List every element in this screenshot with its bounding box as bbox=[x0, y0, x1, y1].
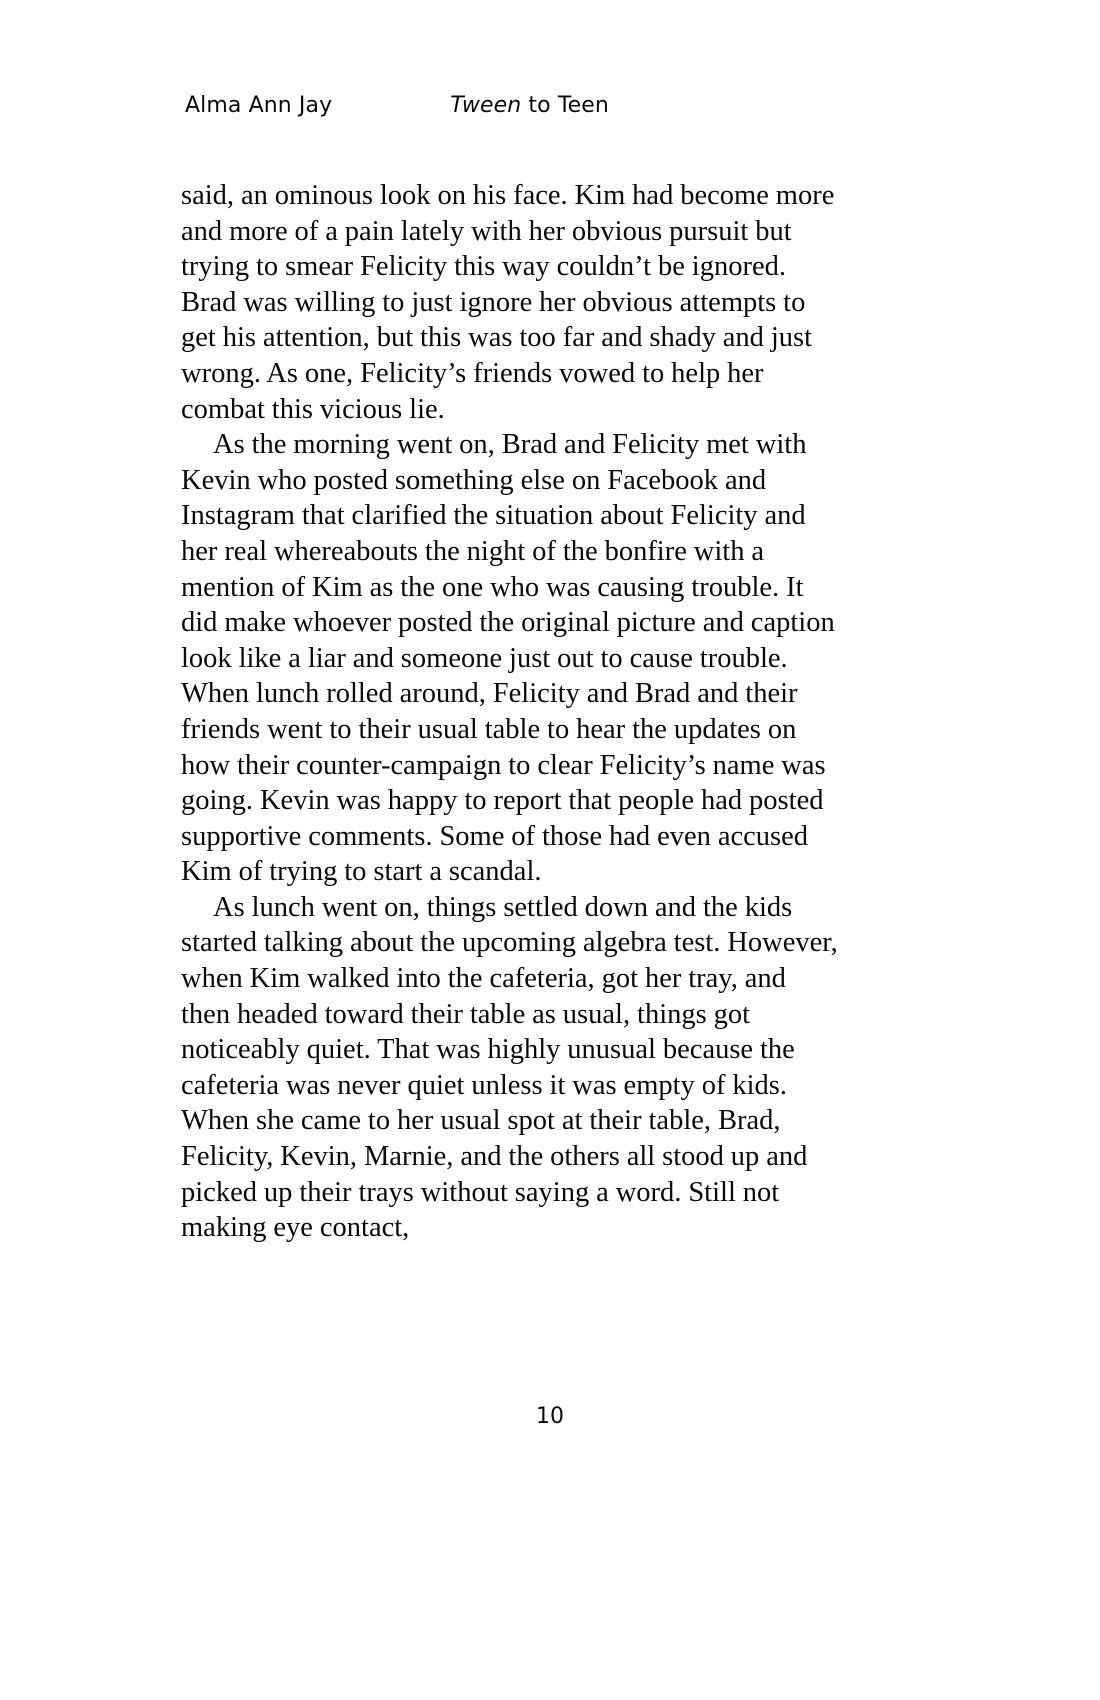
page-number: 10 bbox=[536, 1404, 564, 1429]
running-head-author: Alma Ann Jay bbox=[185, 93, 333, 118]
paragraph-3: As lunch went on, things settled down and the kids started talking about the upcoming algebra test. However, when Kim walked into the cafeteria, got her tray, and then headed toward their table as usual, things got noticeably quiet. That was highly unusual because the cafeteria was never quiet unless it was empty of kids. When she came to her usual spot at their table, Brad, Felicity, Kevin, Marnie, and the others all stood up and picked up their trays without saying a word. Still not making eye contact, bbox=[181, 891, 838, 1244]
paragraph-2: As the morning went on, Brad and Felicity met with Kevin who posted something else on Facebook and Instagram that clarified the situation about Felicity and her real whereabouts the night of the bonfire with a mention of Kim as the one who was causing trouble. It did make whoever posted the original picture and caption look like a liar and someone just out to cause trouble. When lunch rolled around, Felicity and Brad and their friends went to their usual table to hear the updates on how their counter-campaign to clear Felicity’s name was going. Kevin was happy to report that people had posted supportive comments. Some of those had even accused Kim of trying to start a scandal. bbox=[181, 429, 835, 888]
body-text-column bbox=[181, 178, 841, 1246]
running-head-title-italic: Tween bbox=[450, 93, 522, 118]
running-head-title-rest: to Teen bbox=[521, 93, 609, 118]
running-head-title bbox=[450, 93, 609, 118]
running-head bbox=[185, 93, 885, 118]
paragraph-1: said, an ominous look on his face. Kim had become more and more of a pain lately with her obvious pursuit but trying to smear Felicity this way couldn’t be ignored. Brad was willing to just ignore her obvious attempts to get his attention, but this was too far and shady and just wrong. As one, Felicity’s friends vowed to help her combat this vicious lie. bbox=[181, 180, 835, 425]
